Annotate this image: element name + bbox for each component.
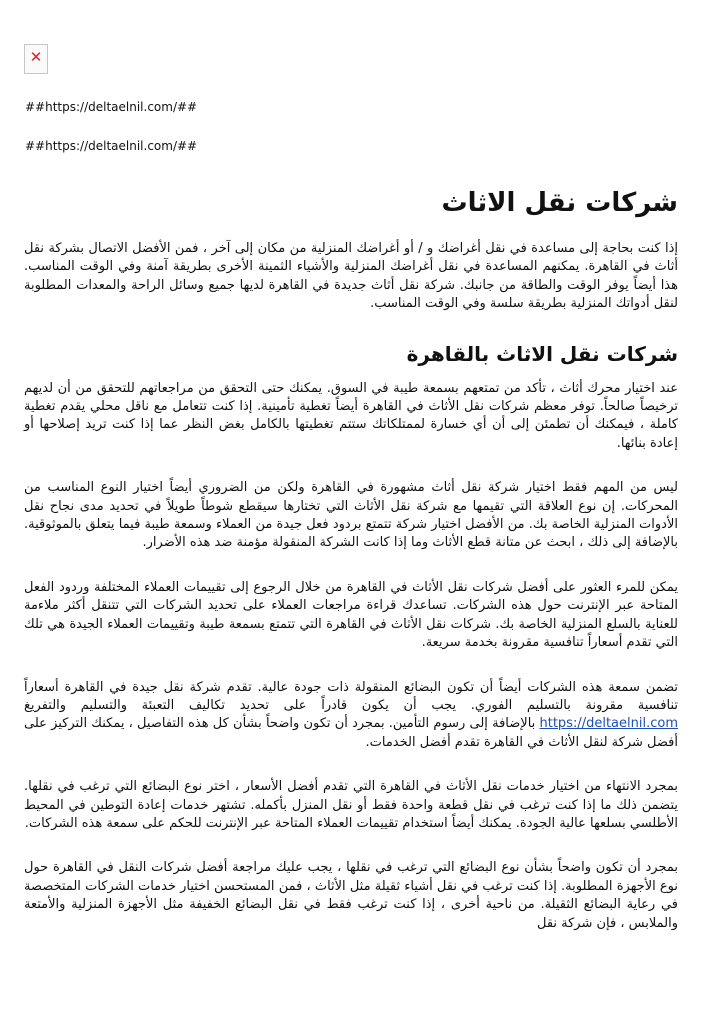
paragraph-text: بالإضافة إلى رسوم التأمين. بمجرد أن تكون واضحاً بشأن كل هذه التفاصيل ، يمكنك التركيز على أفضل شركة لنقل الأثاث في القاهرة تقدم أفضل الخدمات. (24, 716, 678, 750)
paragraph: بمجرد أن تكون واضحاً بشأن نوع البضائع التي ترغب في نقلها ، يجب عليك مراجعة أفضل شركات النقل في القاهرة حول نوع الأجهزة المطلوبة. إذا كنت ترغب في نقل أشياء ثقيلة مثل الأثاث ، فمن المستحسن اختيار خدمات الشركات المتخصصة في رعاية البضائع الثقيلة. من ناحية أخرى ، إذا كنت ترغب فقط في نقل البضائع الخفيفة مثل الأجهزة المنزلية والأمتعة والملابس ، فإن شركة نقل (24, 860, 678, 931)
paragraph: ليس من المهم فقط اختيار شركة نقل أثاث مشهورة في القاهرة ولكن من الضروري أيضاً اختيار النوع المناسب من المحركات. إن نوع العلاقة التي تقيمها مع شركة نقل الأثاث التي تختارها سيقطع شوطاً طويلاً في تحديد مدى نجاح نقل الأدوات المنزلية الخاصة بك. من الأفضل اختيار شركة تتمتع بردود فعل جيدة من العملاء وسمعة طيبة فيما يتعلق بالموثوقية. بالإضافة إلى ذلك ، ابحث عن متانة قطع الأثاث وما إذا كانت الشركة المنقولة مؤمنة ضد هذه الأضرار. (24, 480, 678, 551)
source-url-text: ##https://deltaelnil.com/## (25, 139, 198, 153)
broken-image-placeholder (24, 44, 48, 74)
broken-image-icon: ✕ (29, 48, 43, 66)
paragraph: بمجرد الانتهاء من اختيار خدمات نقل الأثاث في القاهرة التي تقدم أفضل الأسعار ، اختر نوع البضائع التي ترغب في نقلها. يتضمن ذلك ما إذا كنت ترغب في نقل قطعة واحدة فقط أو نقل المنزل بأكمله. تشتهر خدمات إعادة التوطين في المحيط الأطلسي بسلعها عالية الجودة. يمكنك أيضاً استخدام تقييمات العملاء المتاحة عبر الإنترنت للحكم على سمعة هذه الشركات. (24, 779, 678, 831)
section-heading: شركات نقل الاثاث بالقاهرة (406, 341, 678, 366)
paragraph: عند اختيار محرك أثاث ، تأكد من تمتعهم بسمعة طيبة في السوق. يمكنك حتى التحقق من مراجعاتهم للتحقق من أن لديهم ترخيصاً صالحاً. توفر معظم شركات نقل الأثاث في القاهرة أيضاً تغطية تأمينية. إذا كنت تتعامل مع ناقل محلي يقدم تغطية كاملة ، فيمكنك أن تطمئن إلى أن أي خسارة لممتلكاتك ستتم تغطيتها بالكامل بغض النظر عما إذا كنت تريد إصلاحها أو إعادة بنائها. (24, 380, 678, 451)
paragraph (24, 679, 678, 753)
source-url-text: ##https://deltaelnil.com/## (25, 100, 198, 114)
article-body (24, 172, 678, 959)
site-link[interactable]: https://deltaelnil.com (539, 716, 678, 732)
paragraph: إذا كنت بحاجة إلى مساعدة في نقل أغراضك و / أو أغراضك المنزلية من مكان إلى آخر ، فمن الأفضل الاتصال بشركة نقل أثاث في القاهرة. يمكنهم المساعدة في نقل أغراضك المنزلية والأشياء الثمينة الأخرى بطريقة آمنة وفي الوقت المناسب. هذا أيضاً يوفر الوقت والطاقة من جانبك. شركة نقل أثاث جديدة في القاهرة لديها جميع وسائل الراحة والمعدات المطلوبة لنقل أدواتك المنزلية بطريقة سلسة وفي الوقت المناسب. (24, 241, 678, 312)
paragraph: يمكن للمرء العثور على أفضل شركات نقل الأثاث في القاهرة من خلال الرجوع إلى تقييمات العملاء المختلفة وردود الفعل المتاحة عبر الإنترنت حول هذه الشركات. تساعدك قراءة مراجعات العملاء على تحديد الشركات التي تتنقل أكثر ملاءمة للعناية بالسلع المنزلية الخاصة بك. شركات نقل الأثاث في القاهرة التي تتمتع بسمعة طيبة وتقييمات العملاء الجيدة هي تلك التي تقدم أسعاراً تنافسية مقرونة بخدمة سريعة. (24, 579, 678, 651)
page-title: شركات نقل الاثاث (441, 188, 678, 218)
paragraph-text: تضمن سمعة هذه الشركات أيضاً أن تكون البضائع المنقولة ذات جودة عالية. تقدم شركة نقل جيدة في القاهرة أسعاراً تنافسية مقرونة بالتسليم الفوري. يجب أن يكون قادراً على تحديد تكاليف التعبئة والتسليم والتفريغ (24, 679, 678, 713)
